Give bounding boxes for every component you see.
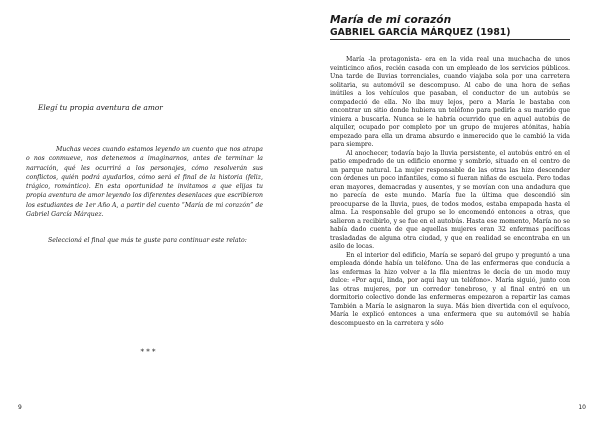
title-rule	[330, 39, 570, 40]
story-title: María de mi corazón	[330, 14, 452, 26]
intro-text	[26, 145, 263, 219]
section-separator: * * *	[140, 348, 156, 356]
page-number-left: 9	[18, 404, 22, 411]
intro-paragraph: Muchas veces cuando estamos leyendo un cuento que nos atrapa o nos conmueve, nos detenemos a imaginarnos, antes de terminar la narración, qué les ocurrirá a los personajes, cómo resolverán sus conflictos, quién podrá ayudarlos, cómo será el final de la historia (feliz, trágico, romántico). En esta oportunidad te invitamos a que elijas tu propia aventura de amor leyendo los diferentes desenlaces que escribieron los estudiantes de 1er Año A, a partir del cuento “María de mi corazón” de Gabriel García Márquez.	[26, 146, 263, 219]
page-number-right: 10	[578, 404, 586, 411]
story-body	[330, 56, 570, 328]
left-page	[0, 0, 296, 424]
right-page	[304, 0, 600, 424]
story-paragraph-1: María -la protagonista- era en la vida real una muchacha de unos veinticinco años, recién casada con un empleado de los servicios públicos. Una tarde de lluvias torrenciales, cuando viajaba sola por una carretera solitaria, su automóvil se descompuso. Al cabo de una hora de señas inútiles a los vehículos que pasaban, el conductor de un autobús se compadeció de ella. No iba muy lejos, pero a María le bastaba con encontrar un sitio donde hubiera un teléfono para pedirle a su marido que viniera a buscarla. Nunca se le habría ocurrido que en aquel autobús de alquiler, ocupado por completo por un grupo de mujeres atónitas, había empezado para ella un drama absurdo e inmerecido que le cambió la vida para siempre.	[330, 56, 570, 148]
intro-heading: Elegí tu propia aventura de amor	[38, 103, 163, 112]
story-author: GABRIEL GARCÍA MÁRQUEZ (1981)	[330, 27, 511, 38]
story-paragraph-3: En el interior del edificio, María se separó del grupo y preguntó a una empleada dónde había un teléfono. Una de las enfermeras que conducía a las enfermas la hizo volver a la fila mientras le decía de un modo muy dulce: «Por aquí, linda, por aquí hay un teléfono». María siguió, junto con las otras mujeres, por un corredor tenebroso, y al final entró en un dormitorio colectivo donde las enfermeras empezaron a repartir las camas También a María le asignaron la suya. Más bien divertida con el equívoco, María le explicó entonces a una enfermera que su automóvil se había descompuesto en la carretera y sólo	[330, 251, 570, 327]
selection-instruction: Seleccioná el final que más te guste para continuar este relato:	[48, 237, 247, 244]
story-paragraph-2: Al anochecer, todavía bajo la lluvia persistente, el autobús entró en el patio empedrado de un edificio enorme y sombrío, situado en el centro de un parque natural. La mujer responsable de las otras las hizo descender con órdenes un poco infantiles, como si fueran niñas de escuela. Pero todas eran mayores, demacradas y ausentes, y se movían con una andadura que no parecía de este mundo. María fue la última que descendió sin preocuparse de la lluvia, pues, de todos modos, estaba empapada hasta el alma. La responsable del grupo se lo encomendó entonces a otras, que salieron a recibirlo, y se fue en el autobús. Hasta ese momento, María no se había dado cuenta de que aquellas mujeres eran 32 enfermas pacíficas trasladadas de alguna otra ciudad, y que en realidad se encontraba en un asilo de locas.	[330, 149, 570, 250]
